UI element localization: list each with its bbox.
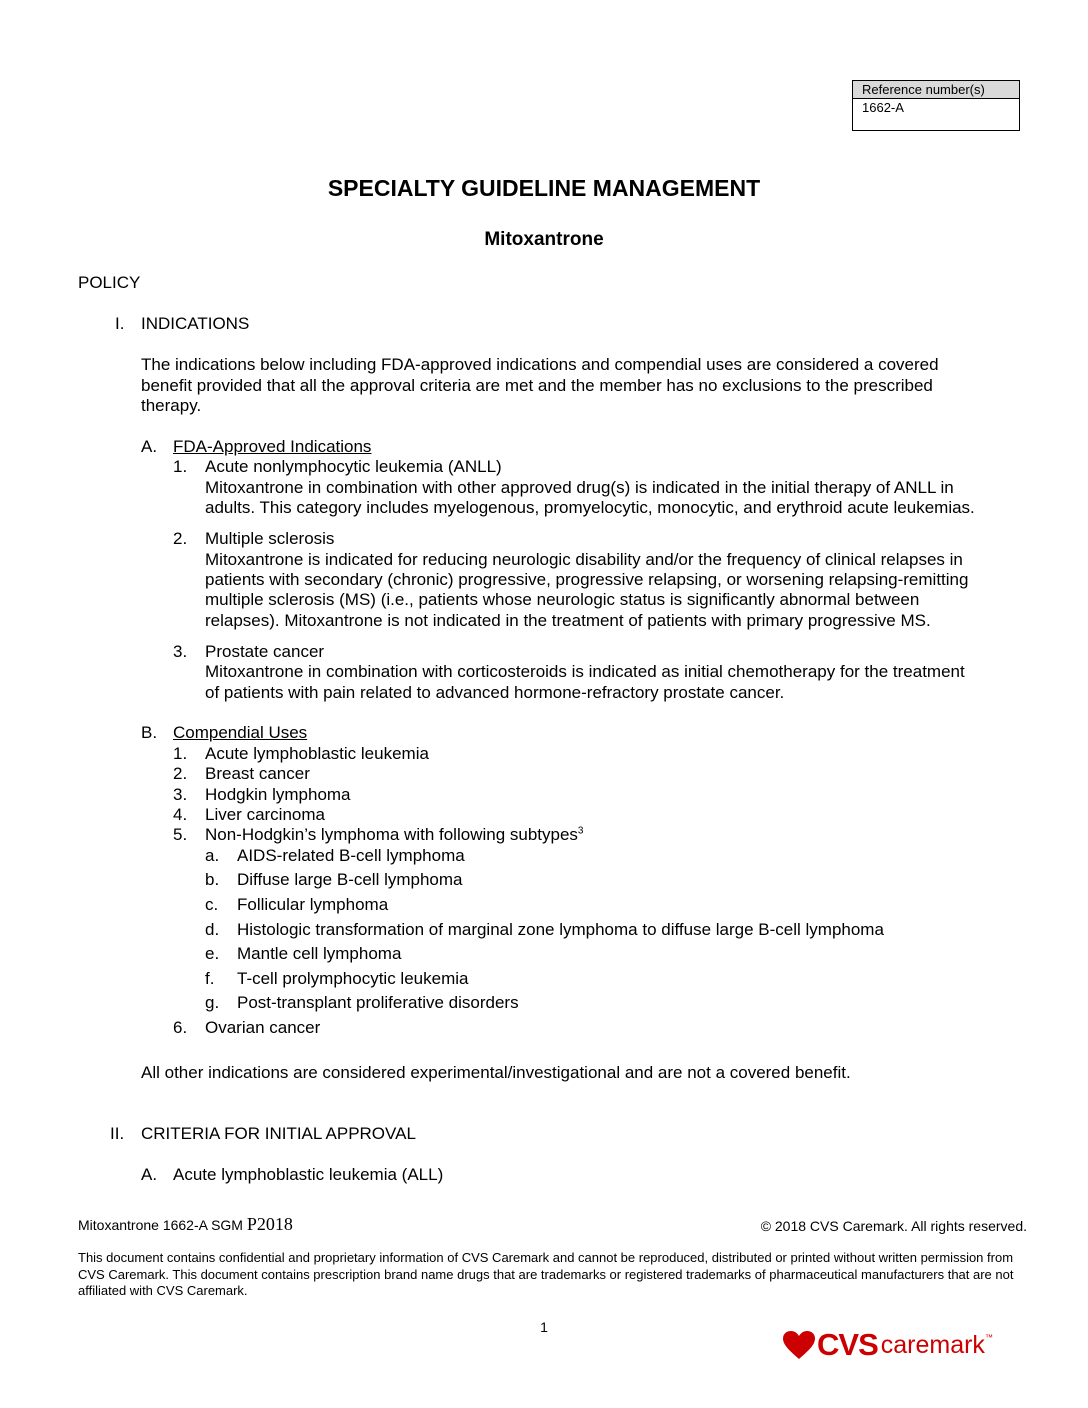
subtype-item: Histologic transformation of marginal zone lymphoma to diffuse large B-cell lymphoma: [237, 920, 884, 939]
drug-name: Mitoxantrone: [484, 229, 604, 250]
footer-document-code: [78, 1216, 293, 1233]
indication-title: Prostate cancer: [205, 642, 325, 661]
subtype-item: AIDS-related B-cell lymphoma: [237, 846, 465, 865]
compendial-number: 1.: [173, 744, 188, 763]
policy-label: POLICY: [78, 273, 141, 292]
indication-text: Mitoxantrone is indicated for reducing neurologic disability and/or the frequency of clinical relapses in: [205, 550, 963, 569]
logo-trademark: ™: [984, 1333, 993, 1342]
indication-number: 1.: [173, 457, 188, 476]
section-2-heading: CRITERIA FOR INITIAL APPROVAL: [141, 1124, 416, 1143]
subtype-item: Mantle cell lymphoma: [237, 944, 402, 963]
section-2-number: II.: [110, 1124, 125, 1143]
subtype-item: Post-transplant proliferative disorders: [237, 993, 519, 1012]
compendial-item: [205, 825, 583, 845]
reference-number-box: [852, 80, 1020, 131]
closing-statement: All other indications are considered experimental/investigational and are not a covered benefit.: [141, 1063, 851, 1082]
subtype-letter: b.: [205, 870, 220, 889]
subsection-b-letter: B.: [141, 723, 158, 742]
indication-text: Mitoxantrone in combination with other approved drug(s) is indicated in the initial therapy of ANLL in: [205, 478, 954, 497]
compendial-item: Liver carcinoma: [205, 805, 325, 824]
reference-number-header: Reference number(s): [853, 81, 1019, 99]
indication-number: 2.: [173, 529, 188, 548]
section-1-number: I.: [115, 314, 125, 333]
compendial-item: Hodgkin lymphoma: [205, 785, 351, 804]
subtype-letter: d.: [205, 920, 220, 939]
compendial-number: 3.: [173, 785, 188, 804]
compendial-item: Ovarian cancer: [205, 1018, 321, 1037]
confidentiality-notice: This document contains confidential and proprietary information of CVS Caremark and cannot be reproduced, distributed or printed without written permission from CVS Caremark. This document contains prescription brand name drugs that are trademarks or registered trademarks of pharmaceutical manufacturers that are not affiliated with CVS Caremark.: [78, 1250, 1014, 1298]
footer-doc-label: Mitoxantrone 1662-A SGM: [78, 1217, 247, 1233]
logo-sub-text: caremark: [880, 1331, 985, 1359]
document-title: SPECIALTY GUIDELINE MANAGEMENT: [327, 175, 761, 201]
compendial-number: 2.: [173, 764, 188, 783]
compendial-item: Acute lymphoblastic leukemia: [205, 744, 429, 763]
compendial-number: 5.: [173, 825, 188, 844]
intro-line: benefit provided that all the approval criteria are met and the member has no exclusions to the prescribed: [141, 376, 933, 395]
indication-number: 3.: [173, 642, 188, 661]
compendial-item-text: Non-Hodgkin’s lymphoma with following subtypes: [205, 825, 578, 844]
subsection-a-title: FDA-Approved Indications: [173, 437, 372, 456]
reference-number-value: 1662-A: [862, 100, 904, 115]
compendial-number: 6.: [173, 1018, 188, 1037]
compendial-number: 4.: [173, 805, 188, 824]
footnote-reference: 3: [577, 825, 584, 837]
subsection-b-title: Compendial Uses: [173, 723, 308, 742]
compendial-item: Breast cancer: [205, 764, 310, 783]
indication-text: multiple sclerosis (MS) (i.e., patients whose neurologic status is significantly abnormal between: [205, 590, 920, 609]
logo-brand-text: CVS: [817, 1327, 878, 1362]
subtype-item: Follicular lymphoma: [237, 895, 389, 914]
intro-line: therapy.: [141, 396, 202, 415]
indication-text: adults. This category includes myelogenous, promyelocytic, monocytic, and erythroid acute leukemias.: [205, 498, 975, 517]
subtype-item: Diffuse large B-cell lymphoma: [237, 870, 463, 889]
indication-title: Multiple sclerosis: [205, 529, 335, 548]
cvs-caremark-logo: [782, 1327, 993, 1362]
footer-form-code: P2018: [246, 1214, 293, 1234]
indication-text: patients with secondary (chronic) progressive, progressive relapsing, or worsening relapsing-remitting: [205, 570, 969, 589]
intro-line: The indications below including FDA-approved indications and compendial uses are considered a covered: [141, 355, 939, 374]
page-number: 1: [540, 1319, 548, 1335]
subtype-letter: e.: [205, 944, 220, 963]
indication-title: Acute nonlymphocytic leukemia (ANLL): [205, 457, 502, 476]
criteria-a-letter: A.: [141, 1165, 158, 1184]
subtype-letter: c.: [205, 895, 219, 914]
indication-text: Mitoxantrone in combination with corticosteroids is indicated as initial chemotherapy for the treatment: [205, 662, 965, 681]
section-1-heading: INDICATIONS: [141, 314, 250, 333]
indication-text: of patients with pain related to advanced hormone-refractory prostate cancer.: [205, 683, 785, 702]
criteria-a-title: Acute lymphoblastic leukemia (ALL): [173, 1165, 444, 1184]
indication-text: relapses). Mitoxantrone is not indicated in the treatment of patients with primary progressive MS.: [205, 611, 931, 630]
subtype-letter: g.: [205, 993, 220, 1012]
footer-copyright: © 2018 CVS Caremark. All rights reserved.: [760, 1218, 1027, 1234]
subtype-letter: f.: [205, 969, 215, 988]
subtype-item: T-cell prolymphocytic leukemia: [237, 969, 469, 988]
subsection-a-letter: A.: [141, 437, 158, 456]
subtype-letter: a.: [205, 846, 220, 865]
heart-icon: [782, 1330, 816, 1360]
